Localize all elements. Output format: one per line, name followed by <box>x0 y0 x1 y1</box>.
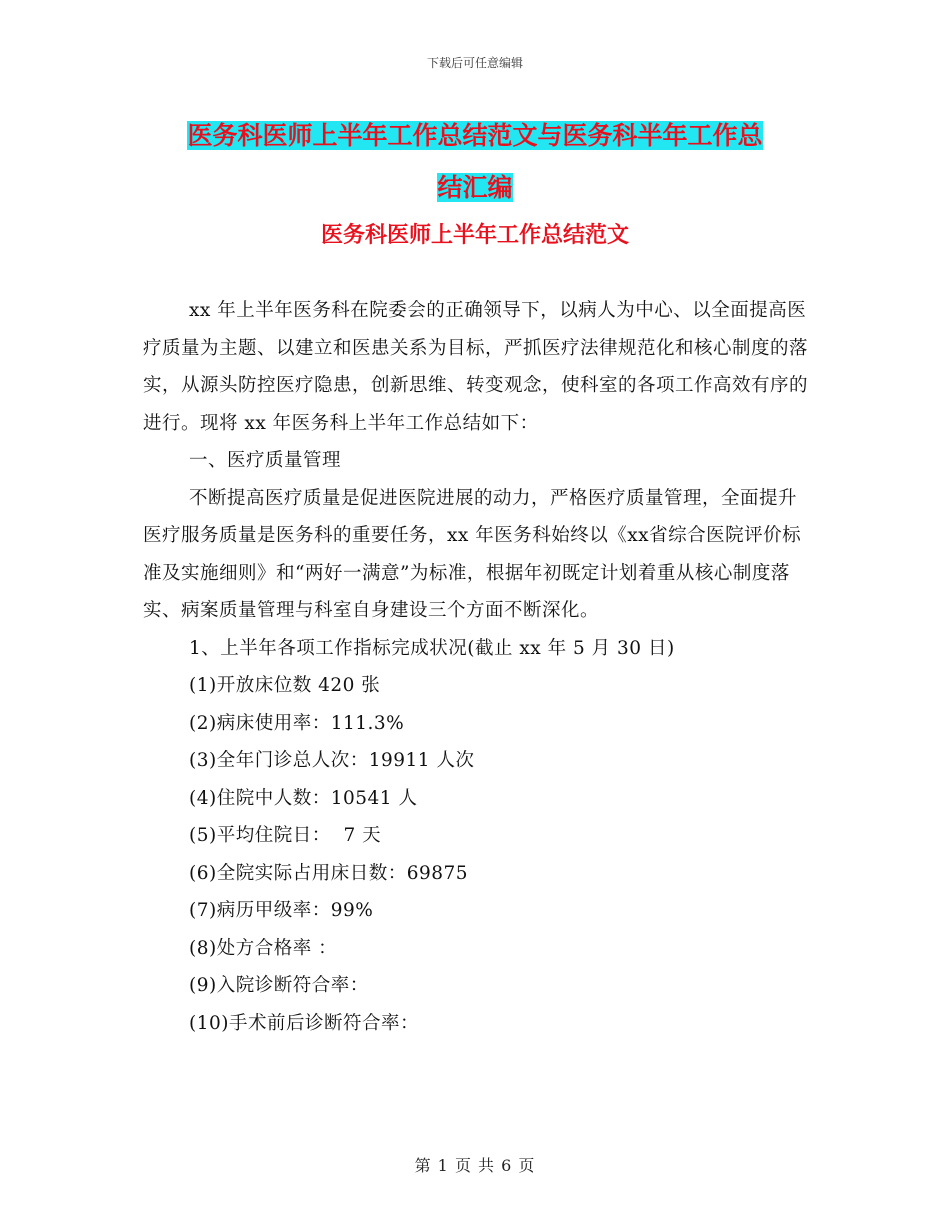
indicator-item: (2)病床使用率：111.3% <box>189 712 405 734</box>
indicator-item: (6)全院实际占用床日数：69875 <box>189 862 469 884</box>
document-title-line-2: 结汇编 <box>437 173 513 202</box>
indicator-item: (5)平均住院日： 7 天 <box>189 825 382 846</box>
quality-paragraph: 不断提高医疗质量是促进医院进展的动力，严格医疗质量管理，全面提升医疗服务质量是医务科的重要任务，xx 年医务科始终以《xx省综合医院评价标准及实施细则》和“两好一满意”为标准，根据年初既定计划着重从核心制度落实、病案质量管理与科室自身建设三个方面不断深化。 <box>143 487 802 621</box>
indicator-item: (3)全年门诊总人次：19911 人次 <box>189 750 475 771</box>
indicator-item: (8)处方合格率 ： <box>189 937 338 959</box>
document-title-line-1: 医务科医师上半年工作总结范文与医务科半年工作总 <box>187 121 763 150</box>
heading-quality-management: 一、医疗质量管理 <box>189 450 342 471</box>
indicator-item: (7)病历甲级率：99% <box>189 900 374 921</box>
section-title: 医务科医师上半年工作总结范文 <box>320 223 629 248</box>
indicator-item: (9)入院诊断符合率： <box>189 975 369 996</box>
document-title <box>145 110 805 214</box>
intro-paragraph: xx 年上半年医务科在院委会的正确领导下，以病人为中心、以全面提高医疗质量为主题、以建立和医患关系为目标，严抓医疗法律规范化和核心制度的落实，从源头防控医疗隐患，创新思维、转变观念，使科室的各项工作高效有序的进行。现将 xx 年医务科上半年工作总结如下： <box>143 300 809 434</box>
document-body <box>143 292 808 1042</box>
indicator-item: (4)住院中人数：10541 人 <box>189 787 418 809</box>
indicator-item: (10)手术前后诊断符合率： <box>189 1012 419 1034</box>
indicators-heading: 1、上半年各项工作指标完成状况(截止 xx 年 5 月 30 日) <box>189 637 675 659</box>
page-number: 第 1 页 共 6 页 <box>414 1156 536 1175</box>
indicator-item: (1)开放床位数 420 张 <box>189 675 381 696</box>
header-note: 下载后可任意编辑 <box>426 56 523 70</box>
